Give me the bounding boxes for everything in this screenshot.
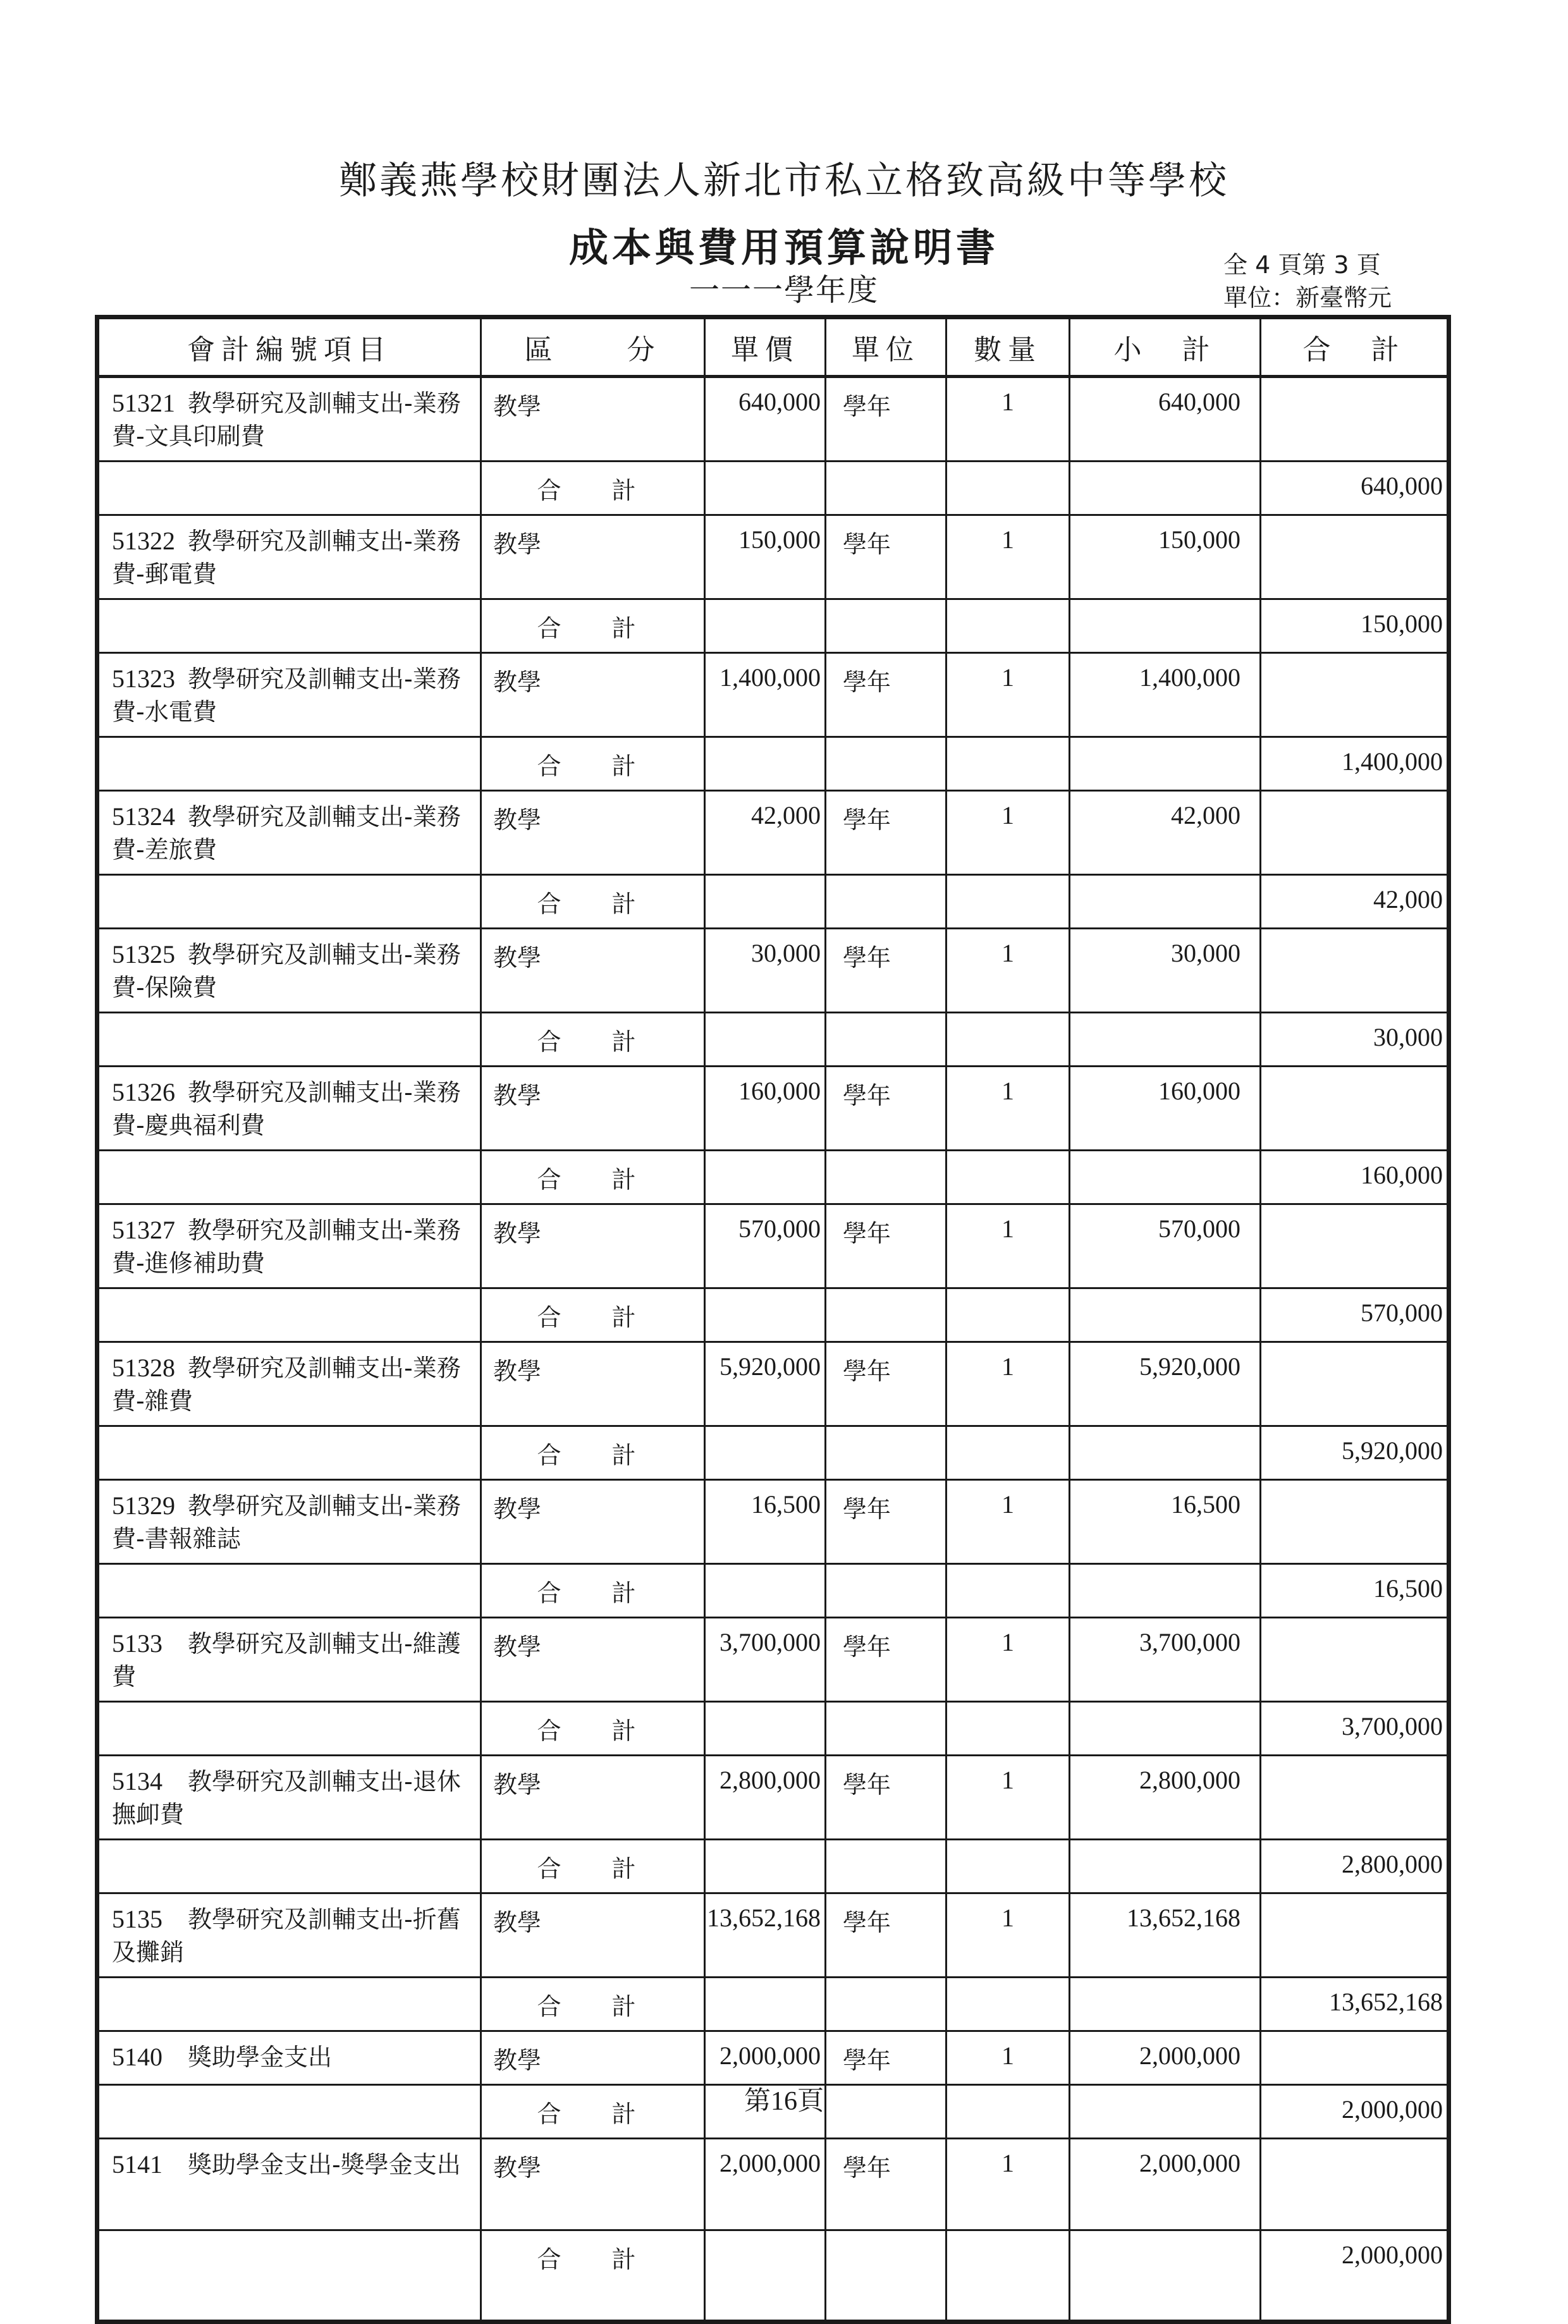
total-item-cell <box>97 2230 481 2322</box>
total-cell <box>1261 653 1449 737</box>
division-cell: 教學 <box>481 1342 705 1426</box>
total-row <box>97 1840 1449 1893</box>
total-unit-price-cell <box>705 1564 826 1618</box>
total-quantity-cell <box>946 599 1070 653</box>
total-unit-price-cell <box>705 1978 826 2031</box>
unit-price-cell: 160,000 <box>705 1067 826 1151</box>
unit-price-cell: 640,000 <box>705 377 826 462</box>
total-row <box>97 462 1449 515</box>
account-code: 51329 <box>112 1491 175 1520</box>
total-item-cell <box>97 1288 481 1342</box>
item-cell <box>97 2139 481 2230</box>
unit-cell: 學年 <box>826 929 946 1013</box>
academic-year: 一一一學年度 <box>689 272 879 308</box>
subtotal-cell: 2,000,000 <box>1070 2031 1261 2085</box>
col-header-quantity: 數量 <box>946 317 1070 377</box>
total-unit-cell <box>826 1840 946 1893</box>
col-header-unit: 單位 <box>826 317 946 377</box>
account-code: 51321 <box>112 389 175 417</box>
total-quantity-cell <box>946 875 1070 929</box>
total-amount-cell: 150,000 <box>1261 599 1449 653</box>
col-header-item: 會計編號項目 <box>97 317 481 377</box>
total-cell <box>1261 1893 1449 1978</box>
total-row <box>97 599 1449 653</box>
item-cell <box>97 653 481 737</box>
item-cell <box>97 929 481 1013</box>
total-label: 合計 <box>481 599 705 653</box>
total-quantity-cell <box>946 1151 1070 1204</box>
total-cell <box>1261 791 1449 875</box>
organization-title: 鄭義燕學校財團法人新北市私立格致高級中等學校 <box>339 159 1229 203</box>
total-label: 合計 <box>481 1702 705 1756</box>
item-cell <box>97 1067 481 1151</box>
unit-price-cell: 16,500 <box>705 1480 826 1564</box>
total-row <box>97 875 1449 929</box>
total-subtotal-cell <box>1070 1151 1261 1204</box>
unit-price-cell: 1,400,000 <box>705 653 826 737</box>
total-amount-cell: 42,000 <box>1261 875 1449 929</box>
total-item-cell <box>97 1013 481 1067</box>
subtotal-cell: 2,800,000 <box>1070 1756 1261 1840</box>
total-row <box>97 2230 1449 2322</box>
subtotal-cell: 5,920,000 <box>1070 1342 1261 1426</box>
division-cell: 教學 <box>481 1893 705 1978</box>
total-cell <box>1261 1756 1449 1840</box>
account-code: 5133 <box>112 1629 162 1658</box>
item-cell <box>97 1893 481 1978</box>
account-code: 5140 <box>112 2043 162 2071</box>
division-cell: 教學 <box>481 2031 705 2085</box>
total-cell <box>1261 515 1449 599</box>
item-cell <box>97 515 481 599</box>
division-cell: 教學 <box>481 2139 705 2230</box>
quantity-cell: 1 <box>946 1204 1070 1288</box>
quantity-cell: 1 <box>946 929 1070 1013</box>
total-subtotal-cell <box>1070 875 1261 929</box>
total-row <box>97 1702 1449 1756</box>
account-code: 5135 <box>112 1905 162 1933</box>
item-cell <box>97 1342 481 1426</box>
unit-cell: 學年 <box>826 515 946 599</box>
account-code: 51325 <box>112 940 175 969</box>
item-name: 教學研究及訓輔支出-業務費-進修補助費 <box>112 1216 461 1277</box>
quantity-cell: 1 <box>946 1618 1070 1702</box>
total-item-cell <box>97 1426 481 1480</box>
total-unit-cell <box>826 875 946 929</box>
total-subtotal-cell <box>1070 1978 1261 2031</box>
item-cell <box>97 791 481 875</box>
total-row <box>97 1288 1449 1342</box>
total-label: 合計 <box>481 1564 705 1618</box>
table-row <box>97 1067 1449 1151</box>
total-amount-cell: 16,500 <box>1261 1564 1449 1618</box>
total-subtotal-cell <box>1070 1564 1261 1618</box>
unit-cell: 學年 <box>826 2031 946 2085</box>
page-info: 全 4 頁第 3 頁 <box>1223 251 1381 279</box>
quantity-cell: 1 <box>946 1067 1070 1151</box>
total-unit-price-cell <box>705 1426 826 1480</box>
total-quantity-cell <box>946 2230 1070 2322</box>
item-name: 獎助學金支出-獎學金支出 <box>188 2151 461 2179</box>
page-number: 第16頁 <box>744 2087 824 2116</box>
total-quantity-cell <box>946 1013 1070 1067</box>
unit-cell: 學年 <box>826 1204 946 1288</box>
total-row <box>97 1151 1449 1204</box>
total-amount-cell: 30,000 <box>1261 1013 1449 1067</box>
quantity-cell: 1 <box>946 1480 1070 1564</box>
total-label: 合計 <box>481 462 705 515</box>
division-cell: 教學 <box>481 377 705 462</box>
total-cell <box>1261 377 1449 462</box>
total-unit-cell <box>826 1288 946 1342</box>
table-row <box>97 2031 1449 2085</box>
item-cell <box>97 1756 481 1840</box>
subtotal-cell: 42,000 <box>1070 791 1261 875</box>
table-row <box>97 1893 1449 1978</box>
subtotal-cell: 16,500 <box>1070 1480 1261 1564</box>
unit-price-cell: 5,920,000 <box>705 1342 826 1426</box>
unit-cell: 學年 <box>826 1756 946 1840</box>
table-row <box>97 1342 1449 1426</box>
unit-cell: 學年 <box>826 1342 946 1426</box>
quantity-cell: 1 <box>946 377 1070 462</box>
total-item-cell <box>97 1978 481 2031</box>
col-header-subtotal: 小 計 <box>1070 317 1261 377</box>
total-unit-price-cell <box>705 1288 826 1342</box>
quantity-cell: 1 <box>946 791 1070 875</box>
subtotal-cell: 160,000 <box>1070 1067 1261 1151</box>
total-unit-price-cell <box>705 1702 826 1756</box>
subtotal-cell: 150,000 <box>1070 515 1261 599</box>
division-cell: 教學 <box>481 1756 705 1840</box>
unit-cell: 學年 <box>826 791 946 875</box>
total-item-cell <box>97 462 481 515</box>
unit-cell: 學年 <box>826 1893 946 1978</box>
total-subtotal-cell <box>1070 1013 1261 1067</box>
quantity-cell: 1 <box>946 2139 1070 2230</box>
total-unit-cell <box>826 1013 946 1067</box>
total-cell <box>1261 1067 1449 1151</box>
subtotal-cell: 2,000,000 <box>1070 2139 1261 2230</box>
total-row <box>97 1978 1449 2031</box>
subtotal-cell: 640,000 <box>1070 377 1261 462</box>
table-row <box>97 1480 1449 1564</box>
total-label: 合計 <box>481 1426 705 1480</box>
total-item-cell <box>97 1564 481 1618</box>
total-quantity-cell <box>946 737 1070 791</box>
budget-table-container <box>95 315 1447 2324</box>
total-unit-price-cell <box>705 875 826 929</box>
total-label: 合計 <box>481 1151 705 1204</box>
total-unit-cell <box>826 1151 946 1204</box>
account-code: 51327 <box>112 1216 175 1244</box>
item-name: 教學研究及訓輔支出-業務費-郵電費 <box>112 527 461 588</box>
total-unit-price-cell <box>705 1151 826 1204</box>
item-name: 教學研究及訓輔支出-退休撫卹費 <box>112 1768 461 1828</box>
total-unit-cell <box>826 1426 946 1480</box>
total-item-cell <box>97 599 481 653</box>
quantity-cell: 1 <box>946 2031 1070 2085</box>
total-unit-price-cell <box>705 2230 826 2322</box>
total-label: 合計 <box>481 875 705 929</box>
item-cell <box>97 377 481 462</box>
total-label: 合計 <box>481 1288 705 1342</box>
table-row <box>97 2139 1449 2230</box>
total-cell <box>1261 1618 1449 1702</box>
currency-unit: 單位：新臺幣元 <box>1223 284 1392 312</box>
unit-price-cell: 2,000,000 <box>705 2031 826 2085</box>
table-row <box>97 653 1449 737</box>
unit-price-cell: 150,000 <box>705 515 826 599</box>
account-code: 5141 <box>112 2150 162 2179</box>
unit-cell: 學年 <box>826 653 946 737</box>
total-label: 合計 <box>481 737 705 791</box>
account-code: 51326 <box>112 1078 175 1106</box>
total-cell <box>1261 1204 1449 1288</box>
col-header-division: 區 分 <box>481 317 705 377</box>
quantity-cell: 1 <box>946 1342 1070 1426</box>
total-unit-cell <box>826 599 946 653</box>
item-name: 教學研究及訓輔支出-業務費-水電費 <box>112 665 461 726</box>
account-code: 51328 <box>112 1354 175 1382</box>
item-name: 教學研究及訓輔支出-業務費-慶典福利費 <box>112 1079 461 1139</box>
account-code: 51323 <box>112 664 175 693</box>
division-cell: 教學 <box>481 929 705 1013</box>
total-unit-price-cell <box>705 737 826 791</box>
total-unit-cell <box>826 1564 946 1618</box>
total-quantity-cell <box>946 1840 1070 1893</box>
item-name: 教學研究及訓輔支出-折舊及攤銷 <box>112 1905 461 1966</box>
total-unit-cell <box>826 1702 946 1756</box>
subtotal-cell: 1,400,000 <box>1070 653 1261 737</box>
item-name: 教學研究及訓輔支出-業務費-文具印刷費 <box>112 389 461 450</box>
total-unit-price-cell <box>705 1013 826 1067</box>
table-header-row <box>97 317 1449 377</box>
total-item-cell <box>97 1702 481 1756</box>
unit-price-cell: 2,800,000 <box>705 1756 826 1840</box>
division-cell: 教學 <box>481 791 705 875</box>
total-label: 合計 <box>481 2230 705 2322</box>
account-code: 51324 <box>112 802 175 831</box>
division-cell: 教學 <box>481 653 705 737</box>
total-subtotal-cell <box>1070 737 1261 791</box>
total-label: 合計 <box>481 1013 705 1067</box>
document-title: 成本與費用預算說明書 <box>568 224 999 271</box>
item-name: 獎助學金支出 <box>188 2043 333 2071</box>
subtotal-cell: 13,652,168 <box>1070 1893 1261 1978</box>
unit-cell: 學年 <box>826 1067 946 1151</box>
total-cell <box>1261 1342 1449 1426</box>
quantity-cell: 1 <box>946 1893 1070 1978</box>
table-row <box>97 377 1449 462</box>
total-label: 合計 <box>481 2085 705 2139</box>
total-row <box>97 737 1449 791</box>
total-quantity-cell <box>946 1564 1070 1618</box>
total-amount-cell: 3,700,000 <box>1261 1702 1449 1756</box>
unit-cell: 學年 <box>826 1480 946 1564</box>
total-unit-cell <box>826 462 946 515</box>
total-subtotal-cell <box>1070 1426 1261 1480</box>
quantity-cell: 1 <box>946 1756 1070 1840</box>
total-item-cell <box>97 737 481 791</box>
table-row <box>97 929 1449 1013</box>
item-cell <box>97 1618 481 1702</box>
col-header-total: 合 計 <box>1261 317 1449 377</box>
subtotal-cell: 30,000 <box>1070 929 1261 1013</box>
total-subtotal-cell <box>1070 599 1261 653</box>
total-cell <box>1261 929 1449 1013</box>
total-cell <box>1261 2139 1449 2230</box>
total-row <box>97 1426 1449 1480</box>
table-row <box>97 515 1449 599</box>
unit-price-cell: 30,000 <box>705 929 826 1013</box>
table-body <box>97 377 1449 2322</box>
item-cell <box>97 2031 481 2085</box>
item-cell <box>97 1480 481 1564</box>
total-unit-cell <box>826 2230 946 2322</box>
total-unit-cell <box>826 1978 946 2031</box>
quantity-cell: 1 <box>946 653 1070 737</box>
unit-cell: 學年 <box>826 377 946 462</box>
budget-table <box>95 315 1451 2324</box>
total-subtotal-cell <box>1070 1702 1261 1756</box>
total-amount-cell: 2,800,000 <box>1261 1840 1449 1893</box>
col-header-unit-price: 單價 <box>705 317 826 377</box>
item-name: 教學研究及訓輔支出-業務費-雜費 <box>112 1354 461 1415</box>
total-amount-cell: 2,000,000 <box>1261 2085 1449 2139</box>
total-item-cell <box>97 875 481 929</box>
unit-price-cell: 3,700,000 <box>705 1618 826 1702</box>
total-amount-cell: 2,000,000 <box>1261 2230 1449 2322</box>
unit-price-cell: 570,000 <box>705 1204 826 1288</box>
total-quantity-cell <box>946 1288 1070 1342</box>
total-amount-cell: 160,000 <box>1261 1151 1449 1204</box>
total-unit-cell <box>826 737 946 791</box>
table-row <box>97 1618 1449 1702</box>
division-cell: 教學 <box>481 1480 705 1564</box>
item-name: 教學研究及訓輔支出-業務費-書報雜誌 <box>112 1492 461 1553</box>
total-row <box>97 1013 1449 1067</box>
subtotal-cell: 570,000 <box>1070 1204 1261 1288</box>
total-quantity-cell <box>946 1702 1070 1756</box>
item-cell <box>97 1204 481 1288</box>
unit-cell: 學年 <box>826 2139 946 2230</box>
total-unit-price-cell <box>705 462 826 515</box>
table-row <box>97 1756 1449 1840</box>
total-quantity-cell <box>946 1978 1070 2031</box>
account-code: 51322 <box>112 527 175 555</box>
unit-price-cell: 13,652,168 <box>705 1893 826 1978</box>
total-label: 合計 <box>481 1978 705 2031</box>
account-code: 5134 <box>112 1767 162 1795</box>
total-item-cell <box>97 1840 481 1893</box>
total-subtotal-cell <box>1070 2230 1261 2322</box>
total-quantity-cell <box>946 1426 1070 1480</box>
total-cell <box>1261 1480 1449 1564</box>
table-row <box>97 791 1449 875</box>
division-cell: 教學 <box>481 515 705 599</box>
table-row <box>97 1204 1449 1288</box>
division-cell: 教學 <box>481 1067 705 1151</box>
unit-price-cell: 42,000 <box>705 791 826 875</box>
total-amount-cell: 13,652,168 <box>1261 1978 1449 2031</box>
total-subtotal-cell <box>1070 1840 1261 1893</box>
total-quantity-cell <box>946 462 1070 515</box>
division-cell: 教學 <box>481 1204 705 1288</box>
total-cell <box>1261 2031 1449 2085</box>
total-amount-cell: 5,920,000 <box>1261 1426 1449 1480</box>
division-cell: 教學 <box>481 1618 705 1702</box>
total-amount-cell: 570,000 <box>1261 1288 1449 1342</box>
item-name: 教學研究及訓輔支出-業務費-保險費 <box>112 941 461 1001</box>
unit-price-cell: 2,000,000 <box>705 2139 826 2230</box>
total-unit-price-cell <box>705 1840 826 1893</box>
subtotal-cell: 3,700,000 <box>1070 1618 1261 1702</box>
total-unit-price-cell <box>705 599 826 653</box>
total-label: 合計 <box>481 1840 705 1893</box>
quantity-cell: 1 <box>946 515 1070 599</box>
total-subtotal-cell <box>1070 1288 1261 1342</box>
total-amount-cell: 1,400,000 <box>1261 737 1449 791</box>
total-amount-cell: 640,000 <box>1261 462 1449 515</box>
total-row <box>97 1564 1449 1618</box>
total-subtotal-cell <box>1070 462 1261 515</box>
item-name: 教學研究及訓輔支出-維護費 <box>112 1630 461 1691</box>
item-name: 教學研究及訓輔支出-業務費-差旅費 <box>112 803 461 864</box>
unit-cell: 學年 <box>826 1618 946 1702</box>
total-item-cell <box>97 1151 481 1204</box>
